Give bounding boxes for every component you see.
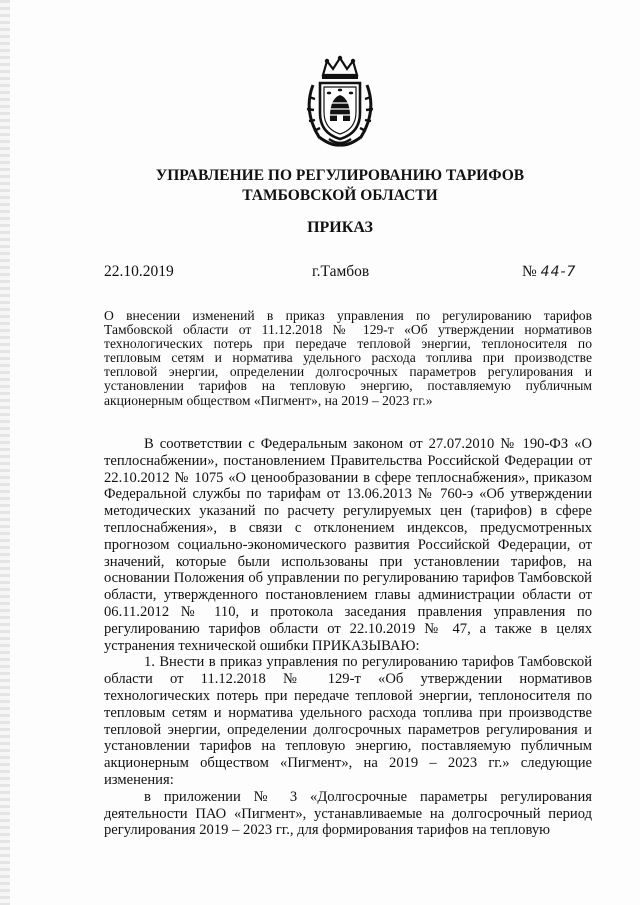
order-body [104, 436, 592, 839]
order-number-label: № [522, 263, 537, 280]
body-paragraph-item-1: 1. Внести в приказ управления по регулированию тарифов Тамбовской области от 11.12.2018 № 129-т «Об утверждении нормативов технологических потерь при передаче тепловой энергии, теплоносителя по тепловым сетям и норматива удельного расхода топлива при производстве тепловой энергии, определении долгосрочных параметров регулирования и установлении тарифов на тепловую энергию, поставляемую публичным акционерным обществом «Пигмент», на 2019 – 2023 гг.» следующие изменения: [104, 654, 592, 788]
body-paragraph-preamble: В соответствии с Федеральным законом от 27.07.2010 № 190-ФЗ «О теплоснабжении», постановлением Правительства Российской Федерации от 22.10.2012 № 1075 «О ценообразовании в сфере теплоснабжения», приказом Федеральной службы по тарифам от 13.06.2013 № 760-э «Об утверждении методических указаний по расчету регулируемых цен (тарифов) в сфере теплоснабжения», в связи с отклонением индексов, предусмотренных прогнозом социально-экономического развития Российской Федерации, от значений, которые были использованы при установлении тарифов, на основании Положения об управлении по регулированию тарифов Тамбовской области, утвержденного постановлением главы администрации области от 06.11.2012 № 110, и протокола заседания правления управления по регулированию тарифов области от 22.10.2019 № 47, а также в целях устранения технической ошибки ПРИКАЗЫВАЮ: [104, 436, 592, 654]
agency-title [70, 166, 610, 206]
order-city: г.Тамбов [312, 263, 370, 280]
agency-title-line2: ТАМБОВСКОЙ ОБЛАСТИ [242, 187, 438, 204]
order-number-handwritten: 44-7 [540, 264, 577, 280]
tambov-coat-of-arms-icon [299, 55, 381, 148]
agency-title-line1: УПРАВЛЕНИЕ ПО РЕГУЛИРОВАНИЮ ТАРИФОВ [155, 167, 525, 184]
scan-binding-edge [0, 0, 10, 905]
order-subject: О внесении изменений в приказ управления по регулированию тарифов Тамбовской области от 11.12.2018 № 129-т «Об утверждении нормативов технологических потерь при передаче тепловой энергии, теплоносителя по тепловым сетям и норматива удельного расхода топлива при производстве тепловой энергии, определении долгосрочных параметров регулирования и установлении тарифов на тепловую энергию, поставляемую публичным акционерным обществом «Пигмент», на 2019 – 2023 гг.» [104, 308, 592, 408]
order-number [522, 263, 576, 281]
body-paragraph-appendix-3: в приложении № 3 «Долгосрочные параметры регулирования деятельности ПАО «Пигмент», устанавливаемые на долгосрочный период регулирования 2019 – 2023 гг., для формирования тарифов на тепловую [104, 788, 592, 839]
order-date: 22.10.2019 [104, 263, 174, 280]
order-title: ПРИКАЗ [307, 219, 373, 236]
